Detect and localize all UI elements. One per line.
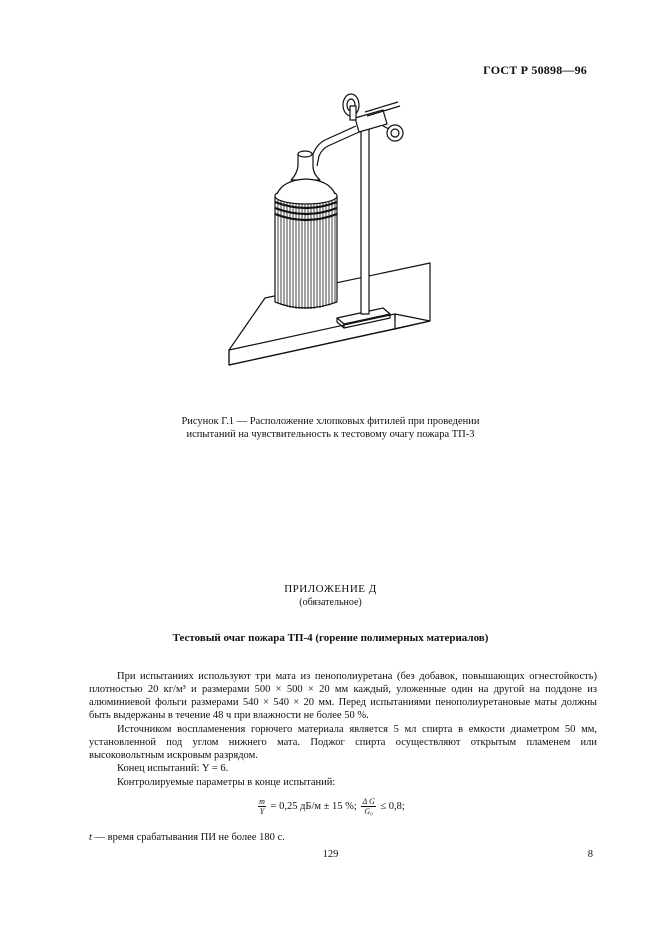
bottle-neck bbox=[291, 151, 320, 180]
clamp-assembly bbox=[343, 94, 403, 141]
page-number: 129 bbox=[322, 849, 339, 860]
stand-rod bbox=[361, 126, 369, 314]
wick-bundle bbox=[275, 179, 337, 309]
fraction-delta-g bbox=[361, 797, 375, 816]
holder-arm bbox=[311, 126, 359, 166]
fraction-denominator: G₀ bbox=[364, 807, 373, 816]
formula-part-2: ≤ 0,8; bbox=[380, 800, 405, 812]
document-header: ГОСТ Р 50898—96 bbox=[483, 63, 587, 77]
paragraph-ignition: Источником воспламенения горючего материала является 5 мл спирта в емкости диаметром 50 мм, установленной под углом нижнего мата. Поджог спирта осуществляют открытым пламенем или высоковольтным искровым разрядом. bbox=[89, 724, 597, 761]
criteria-formula bbox=[0, 797, 661, 816]
body-text bbox=[89, 670, 597, 789]
time-note-text: — время срабатывания ПИ не более 180 с. bbox=[91, 832, 285, 843]
appendix-title: ПРИЛОЖЕНИЕ Д bbox=[284, 583, 377, 595]
figure-wick-stand-illustration bbox=[225, 88, 440, 378]
section-title: Тестовый очаг пожара ТП-4 (горение полимерных материалов) bbox=[172, 632, 489, 644]
sheet-number: 8 bbox=[587, 849, 593, 860]
paragraph-parameters: Контролируемые параметры в конце испытаний: bbox=[117, 777, 336, 788]
fraction-m-over-y bbox=[258, 797, 266, 816]
time-variable: t bbox=[89, 832, 92, 843]
formula-part-1: = 0,25 дБ/м ± 15 %; bbox=[270, 800, 357, 812]
figure-caption bbox=[0, 415, 661, 441]
fraction-numerator: Δ G bbox=[362, 797, 375, 806]
appendix-subtitle: (обязательное) bbox=[299, 597, 362, 608]
paragraph-test-end: Конец испытаний: Y = 6. bbox=[117, 763, 229, 774]
fraction-numerator: m bbox=[259, 797, 265, 806]
caption-line-1: Рисунок Г.1 — Расположение хлопковых фитилей при проведении bbox=[181, 416, 480, 427]
fraction-denominator: Y bbox=[259, 807, 265, 816]
caption-line-2: испытаний на чувствительность к тестовому очагу пожара ТП-3 bbox=[186, 429, 475, 440]
time-note bbox=[89, 832, 285, 843]
paragraph-materials: При испытаниях используют три мата из пенополиуретана (без добавок, повышающих огнестойкость) плотностью 20 кг/м³ и размерами 500 × 500 × 20 мм каждый, уложенные один на другой на поддоне из алюминиевой фольги размерами 540 × 540 × 20 мм. Перед испытаниями пенополиуретановые маты должны быть выдержаны в течение 48 ч при влажности не более 50 %. bbox=[89, 671, 597, 721]
